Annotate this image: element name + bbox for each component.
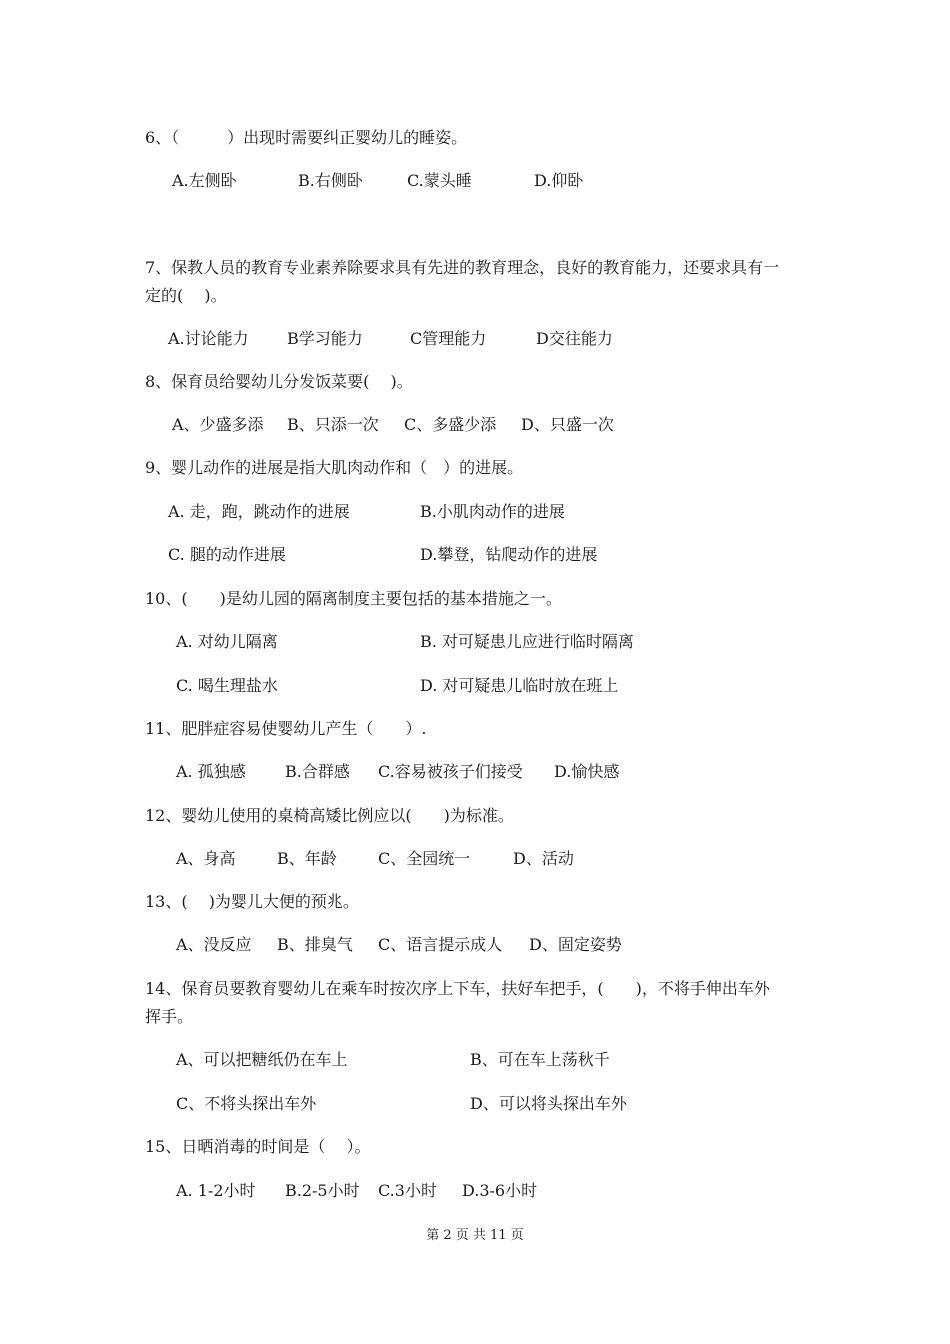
question-10-option-b: B. 对可疑患儿应进行临时隔离 bbox=[420, 632, 634, 651]
question-11-stem: 11、肥胖症容易使婴幼儿产生（ ）. bbox=[145, 719, 427, 738]
question-9-option-b: B.小肌肉动作的进展 bbox=[420, 502, 565, 521]
question-7-stem-line1: 7、保教人员的教育专业素养除要求具有先进的教育理念，良好的教育能力，还要求具有一 bbox=[145, 258, 780, 277]
page-number-footer: 第 2 页 共 11 页 bbox=[426, 1228, 524, 1243]
question-8-stem: 8、保育员给婴幼儿分发饭菜要( )。 bbox=[145, 372, 413, 391]
question-7-stem-line2: 定的( )。 bbox=[145, 286, 227, 305]
question-9-option-d: D.攀登，钻爬动作的进展 bbox=[420, 545, 598, 564]
question-14-option-c: C、不将头探出车外 bbox=[176, 1094, 317, 1113]
question-11-option-a: A. 孤独感 bbox=[176, 762, 246, 781]
question-15-option-c: C.3小时 bbox=[378, 1181, 437, 1200]
question-7-option-b: B学习能力 bbox=[287, 329, 363, 348]
question-11-option-c: C.容易被孩子们接受 bbox=[378, 762, 523, 781]
question-15-option-a: A. 1-2小时 bbox=[176, 1181, 256, 1200]
question-8-option-d: D、只盛一次 bbox=[521, 415, 614, 434]
question-8-option-a: A、少盛多添 bbox=[172, 415, 264, 434]
question-15-stem: 15、日晒消毒的时间是（ ）。 bbox=[145, 1137, 371, 1156]
question-14-option-b: B、可在车上荡秋千 bbox=[470, 1050, 610, 1069]
question-12-option-c: C、全园统一 bbox=[378, 849, 471, 868]
question-7-option-a: A.讨论能力 bbox=[168, 329, 249, 348]
question-13-stem: 13、( )为婴儿大便的预兆。 bbox=[145, 892, 359, 911]
question-10-option-d: D. 对可疑患儿临时放在班上 bbox=[420, 676, 619, 695]
question-6-option-b: B.右侧卧 bbox=[298, 171, 363, 190]
question-10-option-a: A. 对幼儿隔离 bbox=[176, 632, 278, 651]
question-6-option-a: A.左侧卧 bbox=[172, 171, 237, 190]
question-14-option-d: D、可以将头探出车外 bbox=[470, 1094, 627, 1113]
question-14-option-a: A、可以把糖纸仍在车上 bbox=[176, 1050, 348, 1069]
question-6-stem: 6、（ ）出现时需要纠正婴幼儿的睡姿。 bbox=[145, 128, 468, 147]
question-8-option-b: B、只添一次 bbox=[287, 415, 379, 434]
question-13-option-b: B、排臭气 bbox=[277, 935, 353, 954]
question-10-option-c: C. 喝生理盐水 bbox=[176, 676, 278, 695]
question-7-option-d: D交往能力 bbox=[536, 329, 613, 348]
question-13-option-a: A、没反应 bbox=[176, 935, 252, 954]
question-12-stem: 12、婴幼儿使用的桌椅高矮比例应以( )为标准。 bbox=[145, 806, 514, 825]
question-6-option-c: C.蒙头睡 bbox=[407, 171, 472, 190]
question-12-option-d: D、活动 bbox=[513, 849, 574, 868]
question-14-stem-line2: 挥手。 bbox=[145, 1007, 194, 1026]
question-9-option-a: A. 走，跑，跳动作的进展 bbox=[168, 502, 350, 521]
question-9-stem: 9、婴儿动作的进展是指大肌肉动作和（ ）的进展。 bbox=[145, 458, 524, 477]
question-12-option-a: A、身高 bbox=[176, 849, 236, 868]
question-13-option-c: C、语言提示成人 bbox=[378, 935, 503, 954]
question-12-option-b: B、年龄 bbox=[277, 849, 337, 868]
question-11-option-b: B.合群感 bbox=[285, 762, 350, 781]
question-15-option-d: D.3-6小时 bbox=[462, 1181, 538, 1200]
question-8-option-c: C、多盛少添 bbox=[404, 415, 497, 434]
question-14-stem-line1: 14、保育员要教育婴幼儿在乘车时按次序上下车，扶好车把手，( )，不将手伸出车外 bbox=[145, 979, 770, 998]
question-6-option-d: D.仰卧 bbox=[534, 171, 584, 190]
question-7-option-c: C管理能力 bbox=[410, 329, 487, 348]
question-11-option-d: D.愉快感 bbox=[554, 762, 620, 781]
question-10-stem: 10、( )是幼儿园的隔离制度主要包括的基本措施之一。 bbox=[145, 589, 562, 608]
question-13-option-d: D、固定姿势 bbox=[529, 935, 622, 954]
question-9-option-c: C. 腿的动作进展 bbox=[168, 545, 286, 564]
question-15-option-b: B.2-5小时 bbox=[285, 1181, 360, 1200]
